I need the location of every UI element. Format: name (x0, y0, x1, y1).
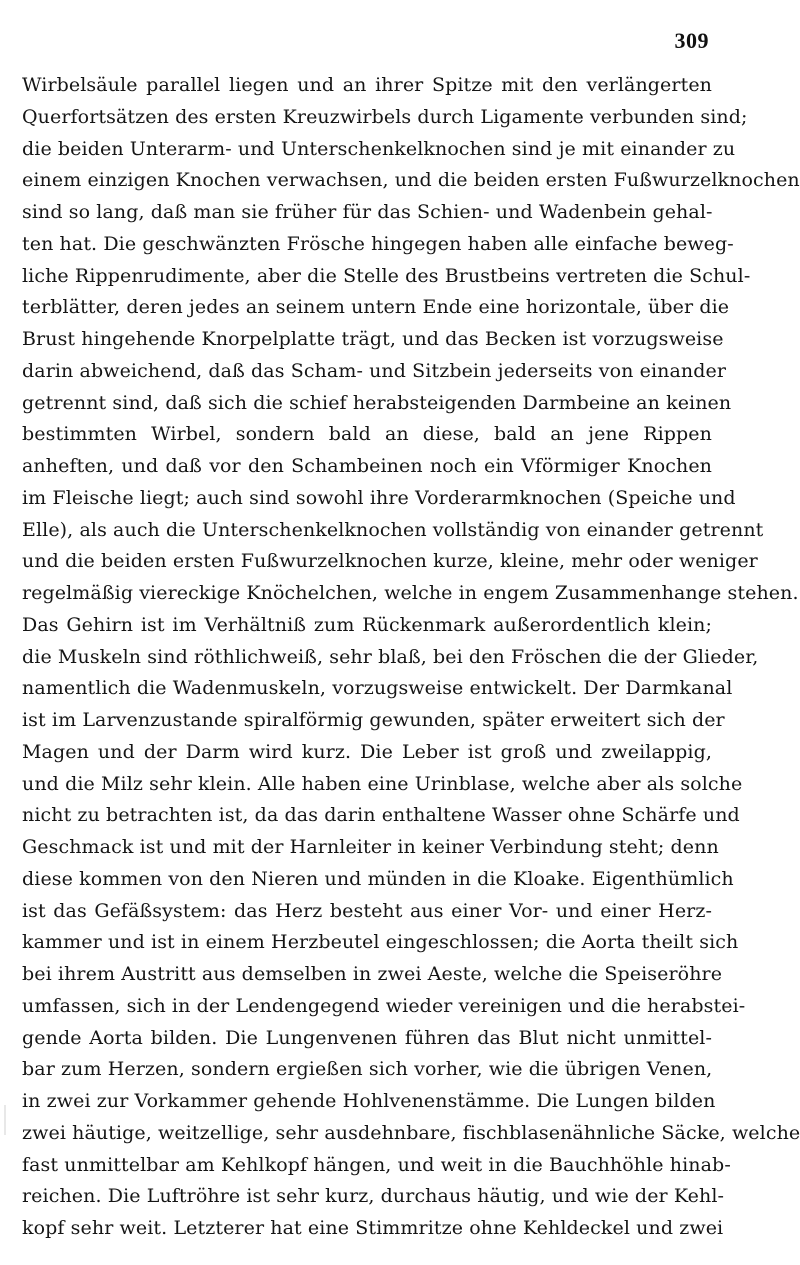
text-line: Brust hingehende Knorpelplatte trägt, und das Becken ist vorzugsweise (22, 328, 724, 350)
text-line: darin abweichend, daß das Scham- und Sitzbein jederseits von einander (22, 359, 727, 382)
text-line: und die beiden ersten Fußwurzelknochen kurze, kleine, mehr oder weniger (22, 550, 758, 573)
text-line: getrennt sind, daß sich die schief herabsteigenden Darmbeine an keinen (22, 391, 732, 414)
text-line: nicht zu betrachten ist, da das darin enthaltene Wasser ohne Schärfe und (22, 804, 740, 827)
text-line: die Muskeln sind röthlichweiß, sehr blaß, bei den Fröschen die der Glieder, (22, 645, 759, 668)
text-line: Geschmack ist und mit der Harnleiter in keiner Verbindung steht; denn (22, 836, 719, 858)
text-line: bei ihrem Austritt aus demselben in zwei Aeste, welche die Speiseröhre (22, 963, 723, 985)
text-line: fast unmittelbar am Kehlkopf hängen, und weit in die Bauchhöhle hinab- (22, 1153, 731, 1176)
text-line: bar zum Herzen, sondern ergießen sich vorher, wie die übrigen Venen, (22, 1058, 713, 1081)
page-number: 309 (674, 28, 709, 53)
text-line: namentlich die Wadenmuskeln, vorzugsweise entwickelt. Der Darmkanal (22, 677, 733, 700)
text-line: Das Gehirn ist im Verhältniß zum Rückenmark außerordentlich klein; (22, 613, 712, 636)
text-line: Magen und der Darm wird kurz. Die Leber ist groß und zweilappig, (22, 740, 712, 763)
text-line: ten hat. Die geschwänzten Frösche hingegen haben alle einfache beweg- (22, 232, 734, 255)
text-line: ist im Larvenzustande spiralförmig gewunden, später erweitert sich der (22, 709, 725, 731)
text-line: regelmäßig viereckige Knöchelchen, welche in engem Zusammenhange stehen. (22, 582, 799, 604)
text-line: umfassen, sich in der Lendengegend wieder vereinigen und die herabstei- (22, 994, 746, 1017)
text-line: anheften, und daß vor den Schambeinen noch ein Vförmiger Knochen (22, 455, 712, 477)
text-line: Wirbelsäule parallel liegen und an ihrer Spitze mit den verlängerten (22, 74, 712, 96)
text-line: einem einzigen Knochen verwachsen, und die beiden ersten Fußwurzelknochen (22, 169, 800, 192)
text-line: kopf sehr weit. Letzterer hat eine Stimmritze ohne Kehldeckel und zwei (22, 1217, 724, 1239)
text-line: die beiden Unterarm- und Unterschenkelknochen sind je mit einander zu (22, 137, 736, 160)
text-line: Querfortsätzen des ersten Kreuzwirbels durch Ligamente verbunden sind; (22, 105, 748, 128)
text-line: bestimmten Wirbel, sondern bald an diese, bald an jene Rippen (22, 423, 712, 446)
text-line: Elle), als auch die Unterschenkelknochen vollständig von einander getrennt (22, 518, 764, 541)
text-line: liche Rippenrudimente, aber die Stelle des Brustbeins vertreten die Schul- (22, 264, 751, 287)
text-line: sind so lang, daß man sie früher für das Schien- und Wadenbein gehal- (22, 201, 713, 223)
text-line: und die Milz sehr klein. Alle haben eine Urinblase, welche aber als solche (22, 772, 743, 795)
margin-smudge (4, 1105, 6, 1135)
text-line: kammer und ist in einem Herzbeutel eingeschlossen; die Aorta theilt sich (22, 931, 739, 954)
text-line: ist das Gefäßsystem: das Herz besteht aus einer Vor- und einer Herz- (22, 899, 712, 922)
text-line: in zwei zur Vorkammer gehende Hohlvenenstämme. Die Lungen bilden (22, 1090, 716, 1112)
text-line: terblätter, deren jedes an seinem untern Ende eine horizontale, über die (22, 296, 730, 319)
text-line: zwei häutige, weitzellige, sehr ausdehnbare, fischblasenähnliche Säcke, welche (22, 1121, 800, 1144)
text-line: reichen. Die Luftröhre ist sehr kurz, durchaus häutig, und wie der Kehl- (22, 1185, 725, 1208)
text-line: gende Aorta bilden. Die Lungenvenen führen das Blut nicht unmittel- (22, 1026, 712, 1049)
body-text (22, 70, 800, 1245)
text-line: diese kommen von den Nieren und münden in die Kloake. Eigenthümlich (22, 867, 734, 890)
text-line: im Fleische liegt; auch sind sowohl ihre Vorderarmknochen (Speiche und (22, 486, 736, 509)
